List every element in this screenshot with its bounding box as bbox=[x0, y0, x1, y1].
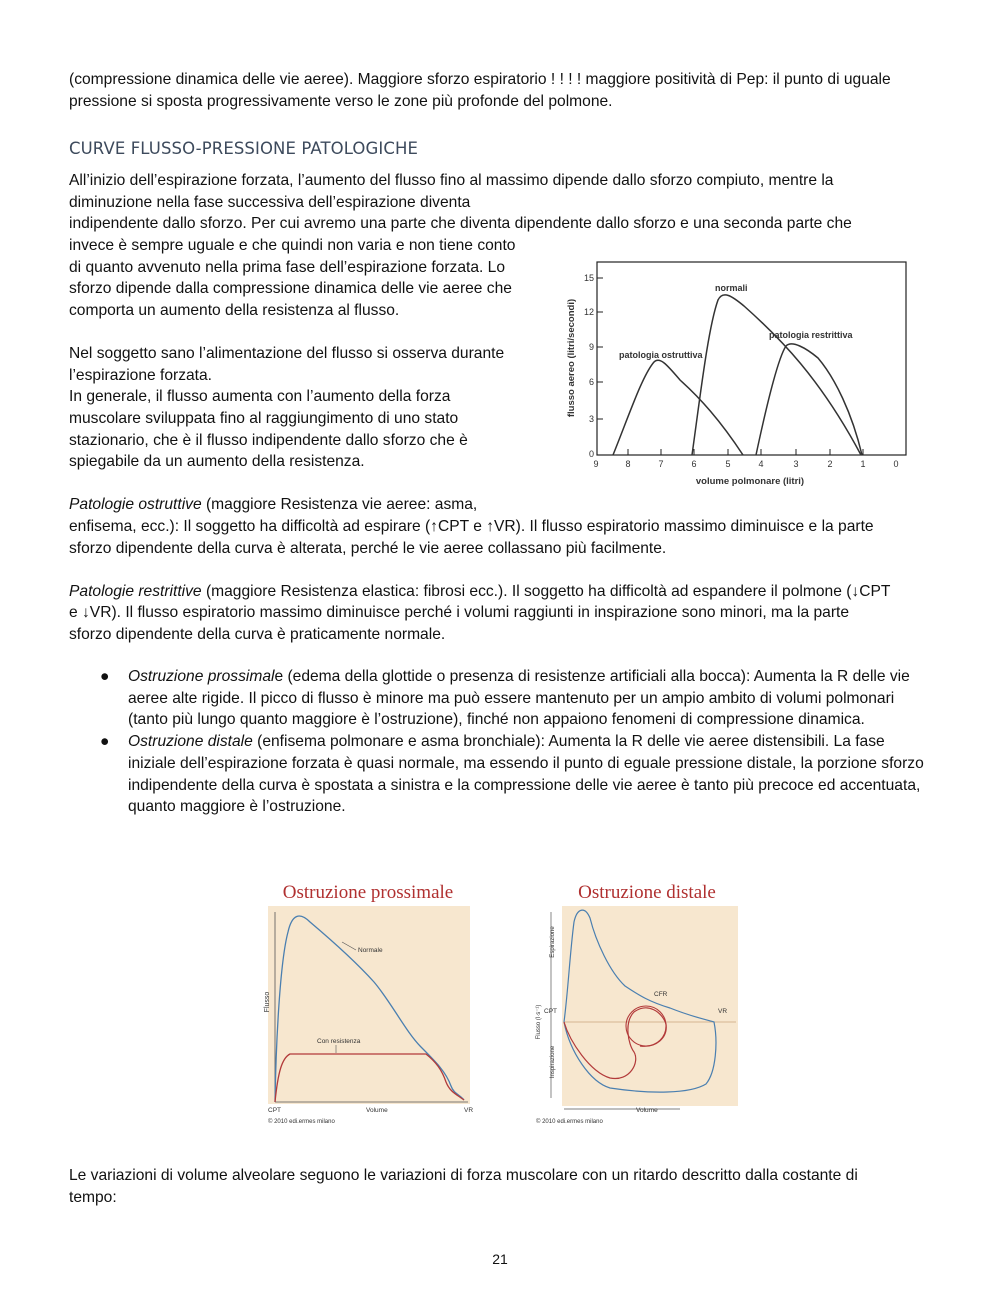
curve-restrittiva bbox=[756, 344, 862, 455]
bullet-1-text: e (edema della glottide o presenza di resistenze artificiali alla bocca): Aumenta la R delle vie aeree alte rigide. Il picco di flusso è minore ma può essere mantenuto per un ampio ambito di volumi polmonari (tanto più lungo quanto maggiore è l’ostruzione), finché non appaiono fenomeni di compressione dinamica. bbox=[128, 668, 910, 729]
figure2-xlabel: Volume bbox=[366, 1107, 388, 1114]
x-tick-4: 4 bbox=[758, 459, 764, 469]
bullet-ostruzione-distale bbox=[69, 731, 935, 818]
figure3-cpt: CPT bbox=[544, 1008, 557, 1015]
figure3-title: Ostruzione distale bbox=[578, 882, 716, 903]
curve-normali bbox=[692, 295, 861, 455]
intro-line-1: (compressione dinamica delle vie aeree). Maggiore sforzo espiratorio ! ! ! ! maggiore positività di Pep: il punto di uguale bbox=[69, 71, 891, 88]
para4-line-1 bbox=[69, 581, 890, 603]
figure2-cpt: CPT bbox=[268, 1107, 281, 1114]
bullet-list bbox=[69, 666, 935, 818]
curve-ostruttiva bbox=[613, 360, 743, 455]
figure2-panel bbox=[268, 906, 470, 1104]
closing-line-1: Le variazioni di volume alveolare seguono le variazioni di forza muscolare con un ritardo descritto dalla costante di bbox=[69, 1167, 858, 1184]
bullet-dot: ● bbox=[100, 733, 110, 751]
section-heading: CURVE FLUSSO-PRESSIONE PATOLOGICHE bbox=[69, 139, 419, 158]
flow-volume-chart bbox=[560, 258, 910, 490]
para2-line-4: muscolare sviluppata fino al raggiungimento di uno stato bbox=[69, 410, 459, 427]
para3-line-2: enfisema, ecc.): Il soggetto ha difficoltà ad espirare (↑CPT e ↑VR). Il flusso espiratorio massimo diminuisce e la parte bbox=[69, 518, 874, 535]
para1-line-7: comporta un aumento della resistenza al flusso. bbox=[69, 302, 400, 319]
para3-italic: Patologie ostruttive bbox=[69, 496, 202, 513]
para4-line-2: e ↓VR). Il flusso espiratorio massimo diminuisce perché i volumi raggiunti in inspirazione sono minori, ma la parte bbox=[69, 604, 850, 621]
figure2-ylabel: Flusso bbox=[264, 991, 271, 1013]
para2-line-3: In generale, il flusso aumenta con l’aumento della forza bbox=[69, 388, 451, 405]
para1-line-5: di quanto avvenuto nella prima fase dell’espirazione forzata. Lo bbox=[69, 259, 506, 276]
para3-line-1-rest: (maggiore Resistenza vie aeree: asma, bbox=[201, 496, 478, 513]
bullet-2-italic: Ostruzione distale bbox=[128, 733, 253, 751]
intro-line-2: pressione si sposta progressivamente verso le zone più profonde del polmone. bbox=[69, 93, 613, 110]
label-normali: normali bbox=[715, 283, 748, 293]
ostruzione-distale-figure bbox=[530, 872, 742, 1128]
x-tick-7: 7 bbox=[658, 459, 664, 469]
figure3-ylabel: Flusso (l·s⁻¹) bbox=[536, 1004, 542, 1040]
label-cfr: CFR bbox=[654, 991, 668, 998]
para4-italic: Patologie restrittive bbox=[69, 583, 202, 600]
y-tick-15: 15 bbox=[583, 273, 594, 283]
para1-line-6: sforzo dipende dalla compressione dinamica delle vie aeree che bbox=[69, 280, 512, 297]
y-tick-9: 9 bbox=[588, 342, 594, 352]
closing-line-2: tempo: bbox=[69, 1189, 117, 1206]
para1-line-4: invece è sempre uguale e che quindi non varia e non tiene conto bbox=[69, 237, 516, 254]
para3-line-1 bbox=[69, 494, 477, 516]
bullet-ostruzione-prossimale bbox=[69, 666, 935, 731]
x-tick-6: 6 bbox=[691, 459, 697, 469]
x-tick-2: 2 bbox=[827, 459, 833, 469]
page-number: 21 bbox=[492, 1251, 508, 1267]
bullet-2-text: (enfisema polmonare e asma bronchiale): Aumenta la R delle vie aeree distensibili. La fase iniziale dell’espirazione forzata è quasi normale, ma essendo il punto di eguale pressione distale, la porzione sforzo indipendente della curva è spostata a sinistra e la compressione delle vie aeree è tanto più precoce ed accentuata, quanto maggiore è l’ostruzione. bbox=[128, 733, 924, 816]
label-restrittiva: patologia restrittiva bbox=[769, 330, 853, 340]
figure2-vr: VR bbox=[464, 1107, 474, 1114]
y-tick-12: 12 bbox=[583, 307, 594, 317]
para2-line-1: Nel soggetto sano l’alimentazione del flusso si osserva durante bbox=[69, 345, 505, 362]
para1-line-3: indipendente dallo sforzo. Per cui avremo una parte che diventa dipendente dallo sforzo e una seconda parte che bbox=[69, 215, 852, 232]
x-tick-9: 9 bbox=[593, 459, 599, 469]
y-tick-3: 3 bbox=[588, 414, 594, 424]
x-tick-0: 0 bbox=[893, 459, 899, 469]
figure3-espirazione: Espirazione bbox=[550, 926, 556, 958]
figure3-xlabel: Volume bbox=[636, 1107, 658, 1114]
x-tick-5: 5 bbox=[725, 459, 731, 469]
figure2-title: Ostruzione prossimale bbox=[282, 882, 454, 903]
label-con-resistenza: Con resistenza bbox=[317, 1038, 361, 1045]
bullet-dot: ● bbox=[100, 668, 110, 685]
figure2-copyright: © 2010 edi.ermes milano bbox=[268, 1119, 335, 1125]
y-axis-label: flusso aereo (litri/secondi) bbox=[566, 298, 577, 418]
para2-line-6: spiegabile da un aumento della resistenza. bbox=[69, 453, 365, 470]
figure3-inspirazione: Inspirazione bbox=[550, 1045, 556, 1079]
y-tick-6: 6 bbox=[588, 377, 594, 387]
bullet-1-italic: Ostruzione prossimal bbox=[128, 668, 275, 685]
label-normale: Normale bbox=[358, 947, 383, 954]
figure3-copyright: © 2010 edi.ermes milano bbox=[536, 1119, 603, 1125]
para1-line-1: All’inizio dell’espirazione forzata, l’aumento del flusso fino al massimo dipende dallo sforzo compiuto, mentre la bbox=[69, 172, 834, 189]
para3-line-3: sforzo dipendente della curva è alterata, perché le vie aeree collassano più facilmente. bbox=[69, 540, 667, 557]
para2-line-5: stazionario, che è il flusso indipendente dallo sforzo che è bbox=[69, 432, 468, 449]
y-tick-0: 0 bbox=[588, 449, 594, 459]
para4-line-3: sforzo dipendente della curva è praticamente normale. bbox=[69, 626, 446, 643]
ostruzione-prossimale-figure bbox=[256, 872, 484, 1128]
x-tick-1: 1 bbox=[860, 459, 866, 469]
label-ostruttiva: patologia ostruttiva bbox=[619, 350, 703, 360]
para1-line-2: diminuzione nella fase successiva dell’espirazione diventa bbox=[69, 194, 471, 211]
para2-line-2: l’espirazione forzata. bbox=[69, 367, 213, 384]
x-tick-3: 3 bbox=[793, 459, 799, 469]
x-axis-label: volume polmonare (litri) bbox=[695, 476, 805, 487]
figure3-vr: VR bbox=[718, 1008, 728, 1015]
para4-line-1-rest: (maggiore Resistenza elastica: fibrosi ecc.). Il soggetto ha difficoltà ad espandere il polmone (↓CPT bbox=[201, 583, 891, 600]
x-tick-8: 8 bbox=[625, 459, 631, 469]
